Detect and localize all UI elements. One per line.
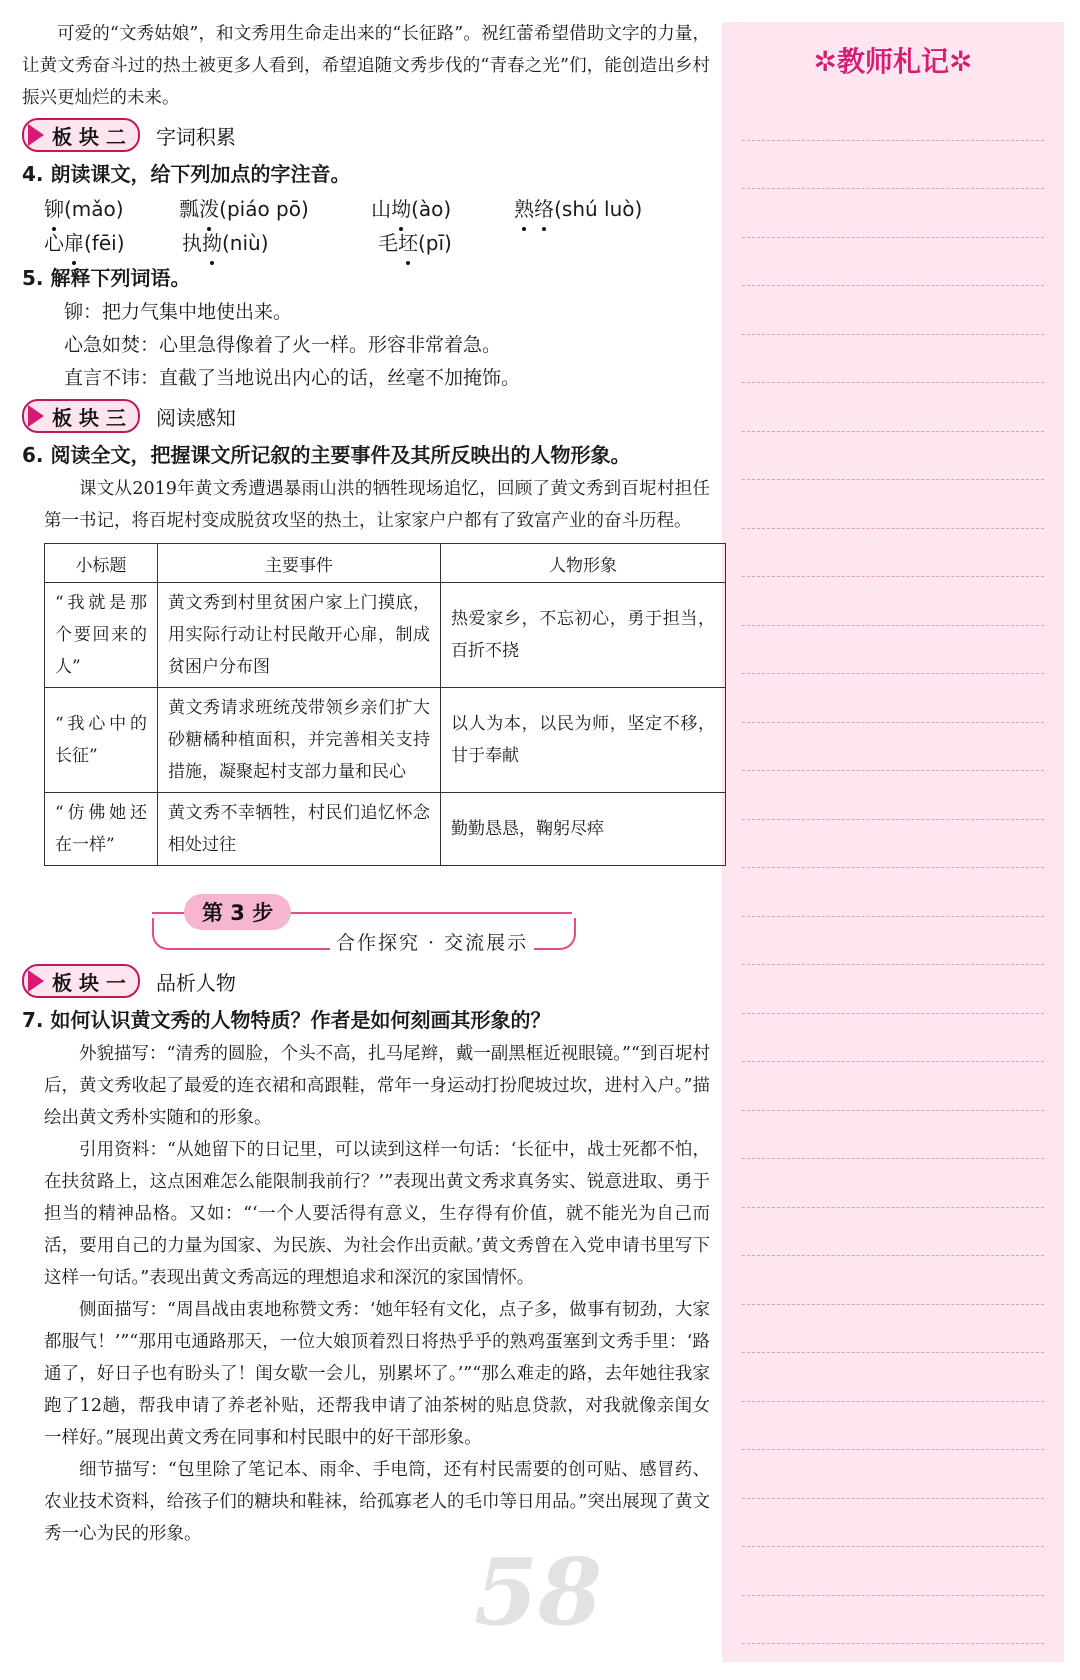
section-2-header [22,116,710,154]
notes-ruled-line [742,335,1044,384]
notes-ruled-line [742,917,1044,966]
pinyin-item: 毛坯(pī) [378,226,524,260]
table-row [45,583,726,688]
notes-ruled-line [742,92,1044,141]
notes-ruled-line [742,868,1044,917]
section-tag [22,964,140,998]
notes-ruled-line [742,626,1044,675]
pinyin-item: 熟络(shú luò) [514,192,710,226]
answer-paragraph: 侧面描写：“周昌战由衷地称赞文秀：‘她年轻有文化，点子多，做事有韧劲，大家都服气！’”“那用屯通路那天，一位大娘顶着烈日将热乎乎的熟鸡蛋塞到文秀手里：‘路通了，好日子也有盼头了！闺女歇一会儿，别累坏了。’”“那么难走的路，去年她往我家跑了12趟，帮我申请了养老补贴，还帮我申请了油茶树的贴息贷款，对我就像亲闺女一样好。”展现出黄文秀在同事和村民眼中的好干部形象。 [44,1300,710,1448]
notes-ruled-line [742,1402,1044,1451]
table-header-row [45,544,726,583]
table-cell: “仿佛她还在一样” [45,793,158,866]
notes-ruled-line [742,383,1044,432]
answer-paragraph: 引用资料：“从她留下的日记里，可以读到这样一句话：‘长征中，战士死都不怕，在扶贫路上，这点困难怎么能限制我前行？’”表现出黄文秀求真务实、锐意进取、勇于担当的精神品格。又如：“‘一个人要活得有意义，生存得有价值，就不能光为自己而活，要用自己的力量为国家、为民族、为社会作出贡献。’黄文秀曾在入党申请书里写下这样一句话。”表现出黄文秀高远的理想追求和深沉的家国情怀。 [44,1140,710,1288]
step-subtitle: 合作探究 · 交流展示 [330,928,534,955]
answer-paragraph: 外貌描写：“清秀的圆脸，个头不高，扎马尾辫，戴一副黑框近视眼镜。”“到百坭村后，黄文秀收起了最爱的连衣裙和高跟鞋，常年一身运动打扮爬坡过坎，进村入户。”描绘出黄文秀朴实随和的形象。 [44,1044,710,1128]
table-row [45,793,726,866]
notes-ruled-line [742,1353,1044,1402]
notes-ruled-line [742,674,1044,723]
section-tag-label: 板 块 二 [52,124,126,149]
table-cell: “我就是那个要回来的人” [45,583,158,688]
notes-ruled-line [742,1062,1044,1111]
section-tag [22,118,140,152]
notes-ruled-line [742,1450,1044,1499]
notes-ruled-line [742,577,1044,626]
pinyin-item: 铆(mǎo) [44,192,179,226]
table-cell: “我心中的长征” [45,688,158,793]
table-cell: 黄文秀请求班统茂带领乡亲们扩大砂糖橘种植面积，并完善相关支持措施，凝聚起村支部力量和民心 [158,688,441,793]
section-tag-label: 板 块 一 [52,970,126,995]
events-table [44,543,726,866]
table-cell: 黄文秀不幸牺牲，村民们追忆怀念相处过往 [158,793,441,866]
play-triangle-icon [28,124,44,146]
pinyin-row-2 [22,226,710,260]
pinyin-item: 瓢泼(piáo pō) [179,192,371,226]
question-6-heading: 6. 阅读全文，把握课文所记叙的主要事件及其所反映出的人物形象。 [22,443,631,467]
table-cell: 勤勤恳恳，鞠躬尽瘁 [441,793,726,866]
section-1-header [22,962,710,1000]
pinyin-item: 山坳(ào) [371,192,514,226]
notes-ruled-line [742,723,1044,772]
notes-ruled-line [742,1159,1044,1208]
intro-paragraph: 可爱的“文秀姑娘”，和文秀用生命走出来的“长征路”。祝红蕾希望借助文字的力量，让黄文秀奋斗过的热土被更多人看到，希望追随文秀步伐的“青春之光”们，能创造出乡村振兴更灿烂的未来。 [22,24,710,108]
section-tag [22,399,140,433]
table-row [45,688,726,793]
notes-ruled-line [742,529,1044,578]
notes-lines [722,92,1064,1644]
table-header-cell: 主要事件 [158,544,441,583]
notes-ruled-line [742,1596,1044,1645]
section-title: 品析人物 [155,970,236,995]
play-triangle-icon [28,405,44,427]
main-content [22,18,715,1550]
question-4-heading: 4. 朗读课文，给下列加点的字注音。 [22,162,351,186]
notes-ruled-line [742,189,1044,238]
notes-ruled-line [742,1256,1044,1305]
table-cell: 黄文秀到村里贫困户家上门摸底，用实际行动让村民敞开心扉，制成贫困户分布图 [158,583,441,688]
section-3-header [22,397,710,435]
page-number-watermark: 58 [474,1538,603,1646]
definition-item: 心急如焚：心里急得像着了火一样。形容非常着急。 [64,334,502,356]
table-header-cell: 小标题 [45,544,158,583]
teacher-notes-title: ✲教师札记✲ [813,45,973,78]
pinyin-row-1 [22,192,710,226]
notes-ruled-line [742,1208,1044,1257]
notes-ruled-line [742,238,1044,287]
question-7-heading: 7. 如何认识黄文秀的人物特质？作者是如何刻画其形象的？ [22,1008,551,1032]
section-tag-label: 板 块 三 [52,405,126,430]
teacher-notes-panel [722,22,1064,1662]
notes-ruled-line [742,1014,1044,1063]
step-banner [22,882,710,956]
question-5-heading: 5. 解释下列词语。 [22,266,191,290]
table-cell: 热爱家乡，不忘初心，勇于担当，百折不挠 [441,583,726,688]
definition-item: 铆：把力气集中地使出来。 [64,301,293,323]
notes-ruled-line [742,1111,1044,1160]
pinyin-item: 心扉(fēi) [44,226,182,260]
notes-ruled-line [742,432,1044,481]
table-header-cell: 人物形象 [441,544,726,583]
question-6-paragraph: 课文从2019年黄文秀遭遇暴雨山洪的牺牲现场追忆，回顾了黄文秀到百坭村担任第一书记，将百坭村变成脱贫攻坚的热土，让家家户户都有了致富产业的奋斗历程。 [44,479,710,531]
notes-ruled-line [742,820,1044,869]
section-title: 阅读感知 [155,405,236,430]
pinyin-item: 执拗(niù) [182,226,378,260]
notes-ruled-line [742,141,1044,190]
definition-item: 直言不讳：直截了当地说出内心的话，丝毫不加掩饰。 [64,367,521,389]
notes-ruled-line [742,771,1044,820]
play-triangle-icon [28,970,44,992]
step-badge: 第 3 步 [184,894,291,930]
notes-ruled-line [742,286,1044,335]
notes-ruled-line [742,965,1044,1014]
table-cell: 以人为本，以民为师，坚定不移，甘于奉献 [441,688,726,793]
section-title: 字词积累 [155,124,236,149]
notes-ruled-line [742,1547,1044,1596]
notes-ruled-line [742,480,1044,529]
notes-ruled-line [742,1305,1044,1354]
answer-paragraph: 细节描写：“包里除了笔记本、雨伞、手电筒，还有村民需要的创可贴、感冒药、农业技术资料，给孩子们的糖块和鞋袜，给孤寡老人的毛巾等日用品。”突出展现了黄文秀一心为民的形象。 [44,1460,710,1544]
notes-ruled-line [742,1499,1044,1548]
